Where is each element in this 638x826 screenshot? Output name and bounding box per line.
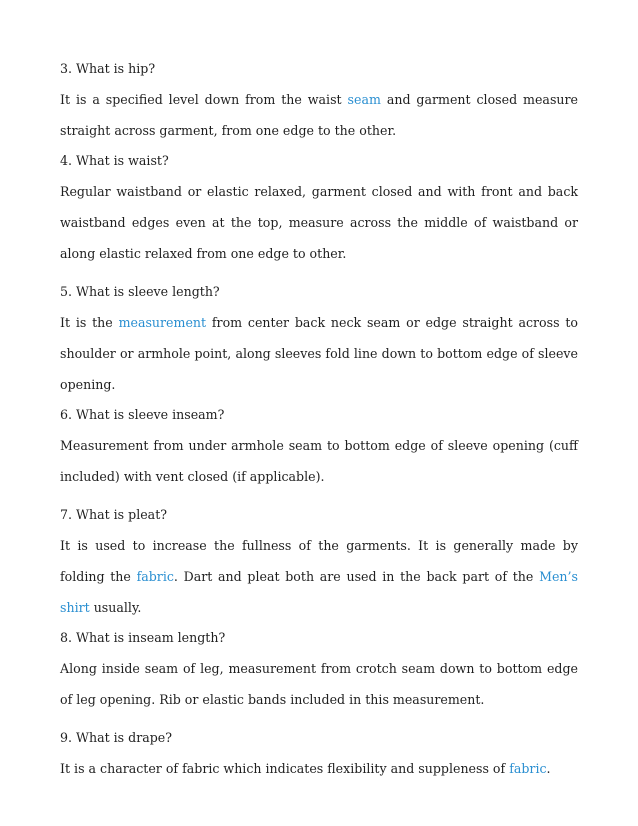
answer-5 [60,307,578,400]
question-6: 6. What is sleeve inseam? [60,407,225,422]
answer-3-text-2: and garment closed measure straight across garment, from one edge to the other. [60,92,578,138]
answer-7-text-2: . Dart and pleat both are used in the back part of the [173,569,540,584]
question-8: 8. What is inseam length? [60,630,226,645]
answer-8 [60,653,578,715]
answer-7-text-3: usually. [89,600,142,615]
link-fabric[interactable]: fabric [136,569,174,584]
link-mens-shirt[interactable]: Men’s shirt [60,569,578,615]
answer-3-text-1: It is a specified level down from the waist [60,92,348,107]
paragraph-gap [60,269,578,277]
answer-7 [60,530,578,623]
paragraph-gap [60,715,578,723]
document-page [60,54,578,784]
answer-9-text-1: It is a character of fabric which indicates flexibility and suppleness of [60,761,510,776]
answer-5-text-1: It is the [60,315,119,330]
answer-6 [60,430,578,492]
paragraph-gap [60,492,578,500]
link-measurement[interactable]: measurement [118,315,207,330]
answer-4-text-1: Regular waistband or elastic relaxed, garment closed and with front and back waistband edges even at the top, measure across the middle of waistband or along elastic relaxed from one edge to other. [60,184,578,261]
link-seam[interactable]: seam [347,92,381,107]
answer-3 [60,84,578,146]
answer-6-text-1: Measurement from under armhole seam to bottom edge of sleeve opening (cuff included) with vent closed (if applicable). [60,438,578,484]
question-3: 3. What is hip? [60,61,156,76]
question-9: 9. What is drape? [60,730,172,745]
question-7: 7. What is pleat? [60,507,168,522]
answer-8-text-1: Along inside seam of leg, measurement from crotch seam down to bottom edge of leg opening. Rib or elastic bands included in this measurement. [60,661,578,707]
answer-9 [60,753,578,784]
question-5: 5. What is sleeve length? [60,284,220,299]
answer-7-text-1: It is used to increase the fullness of the garments. It is generally made by folding the [60,538,578,584]
answer-5-text-2: from center back neck seam or edge straight across to shoulder or armhole point, along sleeves fold line down to bottom edge of sleeve opening. [60,315,578,392]
link-fabric-2[interactable]: fabric [509,761,547,776]
answer-4 [60,176,578,269]
answer-9-text-2: . [546,761,551,776]
question-4: 4. What is waist? [60,153,169,168]
